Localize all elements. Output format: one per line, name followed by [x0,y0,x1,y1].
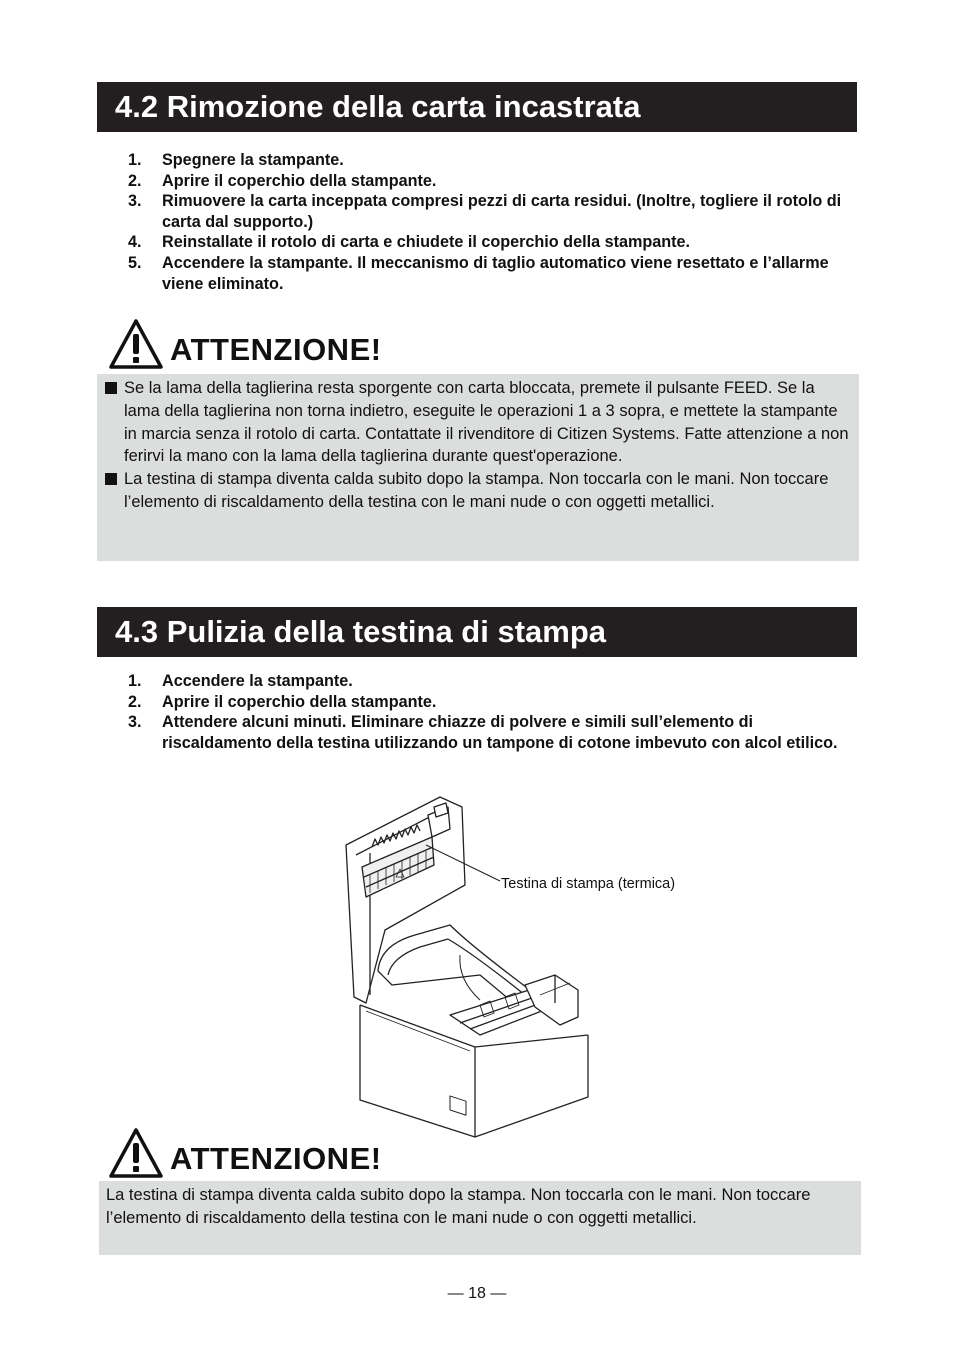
step-text: Accendere la stampante. [162,672,353,690]
list-item [128,712,848,753]
step-number: 4. [128,233,142,252]
section-heading-4-3: 4.3 Pulizia della testina di stampa [97,607,857,657]
warning-triangle-icon [108,318,164,370]
warning-title: ATTENZIONE! [170,1141,382,1176]
step-number: 1. [128,151,142,169]
square-bullet-icon [105,473,117,485]
steps-list-4-2 [128,150,848,294]
list-item [128,171,848,192]
steps-list-4-3 [128,671,848,753]
list-item [128,692,848,713]
warning-item [97,377,851,468]
warning-title: ATTENZIONE! [170,332,382,367]
warning-box-1 [97,374,859,561]
step-number: 3. [128,192,142,211]
step-text: Accendere la stampante. Il meccanismo di taglio automatico viene resettato e l’allarme viene eliminato. [162,253,829,293]
step-text: Aprire il coperchio della stampante. [162,171,437,190]
callout-label: Testina di stampa (termica) [501,876,676,892]
step-number: 2. [128,171,142,190]
step-text: Aprire il coperchio della stampante. [162,692,437,711]
step-text: Attendere alcuni minuti. Eliminare chiazze di polvere e simili sull’elemento di riscaldamento della testina utilizzando un tampone di cotone imbevuto con alcol etilico. [162,713,838,752]
page-number: — 18 — [447,1285,507,1302]
warning-triangle-icon [108,1127,164,1179]
list-item [128,232,848,253]
step-number: 3. [128,713,142,732]
list-item [128,671,848,692]
step-text: Reinstallate il rotolo di carta e chiudete il coperchio della stampante. [162,233,691,252]
step-number: 1. [128,672,142,690]
printer-illustration [330,785,600,1145]
step-text: Rimuovere la carta inceppata compresi pezzi di carta residui. (Inoltre, togliere il rotolo di carta dal supporto.) [162,192,842,231]
warning-text: La testina di stampa diventa calda subito dopo la stampa. Non toccarla con le mani. Non toccare l’elemento di riscaldamento della testina con le mani nude o con oggetti metallici. [106,1186,811,1227]
step-number: 5. [128,253,142,272]
list-item [128,191,848,232]
step-number: 2. [128,692,142,711]
warning-item [97,468,851,514]
section-heading-4-2: 4.2 Rimozione della carta incastrata [97,82,857,132]
warning-item-text: Se la lama della taglierina resta sporgente con carta bloccata, premete il pulsante FEED. Se la lama della taglierina non torna indietro, eseguite le operazioni 1 a 3 sopra, e mettete la stampante in marcia senza il rotolo di carta. Contattate il rivenditore di Citizen Systems. Fatte attenzione a non ferirvi la mano con la lama della taglierina durante quest'operazione. [124,379,849,466]
square-bullet-icon [105,382,117,394]
list-item [128,253,848,294]
step-text: Spegnere la stampante. [162,151,344,169]
list-item [128,150,848,171]
warning-box-2 [99,1181,861,1255]
warning-item-text: La testina di stampa diventa calda subito dopo la stampa. Non toccarla con le mani. Non toccare l’elemento di riscaldamento della testina con le mani nude o con oggetti metallici. [124,470,829,511]
